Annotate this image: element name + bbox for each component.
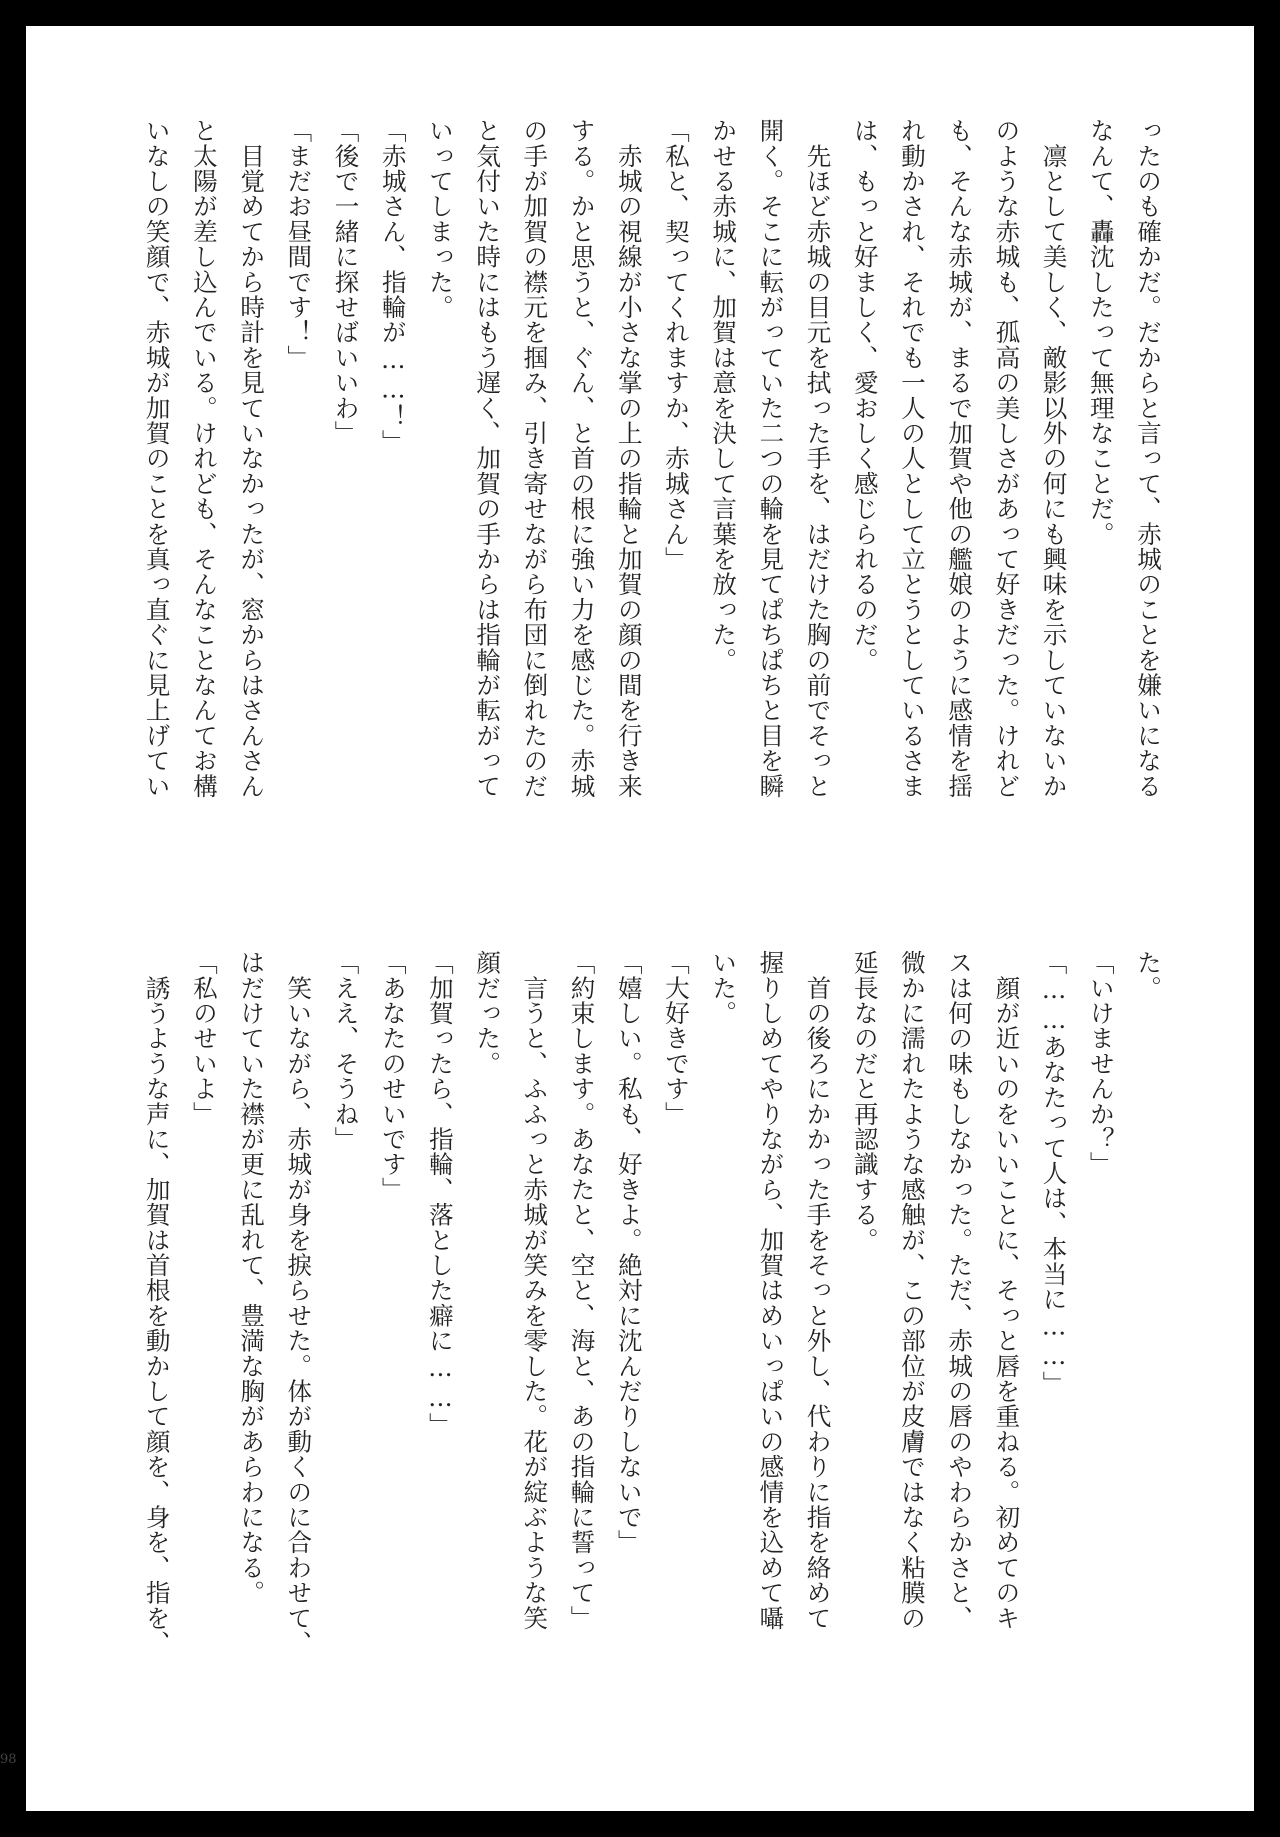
text-line: と太陽が差し込んでいる。けれども、そんなことなんてお構 [189,118,219,799]
text-line: は、もっと好ましく、愛おしく感じられるのだ。 [850,118,880,673]
text-line: 「後で一緒に探せばいいわ」 [331,118,361,446]
text-line: 誘うような声に、加賀は首根を動かして顔を、身を、指を、 [142,950,172,1656]
text-line: 「ええ、そうね」 [331,950,361,1152]
text-line: 開く。そこに転がっていた二つの輪を見てぱちぱちと目を瞬 [756,118,786,799]
text-line: 「あなたのせいです」 [378,950,408,1202]
text-line: 笑いながら、赤城が身を捩らせた。体が動くのに合わせて、 [284,950,314,1656]
text-line: 「私のせいよ」 [189,950,219,1127]
text-line: いってしまった。 [425,118,455,320]
text-line: れ動かされ、それでも一人の人として立とうとしているさま [897,118,927,799]
text-line: も、そんな赤城が、まるで加賀や他の艦娘のように感情を揺 [945,118,975,799]
text-line: 延長なのだと再認識する。 [850,950,880,1253]
text-line: 「約束します。あなたと、空と、海と、あの指輪に誓って」 [567,950,597,1631]
text-line: 「まだお昼間です！」 [284,118,314,370]
page-number: 98 [0,1752,17,1767]
text-line: 赤城の視線が小さな掌の上の指輪と加賀の顔の間を行き来 [614,118,644,799]
text-line: 微かに濡れたような感触が、この部位が皮膚ではなく粘膜の [897,950,927,1631]
text-line: 「嬉しい。私も、好きよ。絶対に沈んだりしないで」 [614,950,644,1555]
text-line: スは何の味もしなかった。ただ、赤城の唇のやわらかさと、 [945,950,975,1631]
text-line: と気付いた時にはもう遅く、加賀の手からは指輪が転がって [473,118,503,799]
text-line: 顔が近いのをいいことに、そっと唇を重ねる。初めてのキ [992,950,1022,1631]
text-line: た。 [1134,950,1163,1001]
text-line: 先ほど赤城の目元を拭った手を、はだけた胸の前でそっと [803,118,833,799]
text-line: はだけていた襟が更に乱れて、豊満な胸があらわになる。 [237,950,267,1606]
text-line: かせる赤城に、加賀は意を決して言葉を放った。 [709,118,739,673]
text-line: いなしの笑顔で、赤城が加賀のことを真っ直ぐに見上げてい [142,118,172,799]
text-line: 「大好きです」 [661,950,691,1127]
text-line: 「いけませんか？」 [1086,950,1116,1177]
text-line: なんて、轟沈したって無理なことだ。 [1086,118,1116,547]
text-line: いた。 [709,950,739,1026]
lower-text-block [134,950,1172,1818]
text-line: 「赤城さん、指輪が……！」 [378,118,408,455]
text-line: 「私と、契ってくれますか、赤城さん」 [661,118,691,572]
book-page [26,26,1254,1811]
text-line: の手が加賀の襟元を掴み、引き寄せながら布団に倒れたのだ [520,118,550,799]
text-line: 首の後ろにかかった手をそっと外し、代わりに指を絡めて [803,950,833,1631]
text-line: 「……あなたって人は、本当に……」 [1039,950,1069,1396]
text-line: 目覚めてから時計を見ていなかったが、窓からはさんさん [237,118,267,799]
text-line: ったのも確かだ。だからと言って、赤城のことを嫌いになる [1134,118,1163,799]
text-line: 握りしめてやりながら、加賀はめいっぱいの感情を込めて囁 [756,950,786,1631]
text-line: 言うと、ふふっと赤城が笑みを零した。花が綻ぶような笑 [520,950,550,1631]
text-line: 凛として美しく、敵影以外の何にも興味を示していないか [1039,118,1069,799]
text-line: 「加賀ったら、指輪、落とした癖に……」 [425,950,455,1438]
text-line: する。かと思うと、ぐん、と首の根に強い力を感じた。赤城 [567,118,597,799]
text-line: 顔だった。 [473,950,503,1076]
text-line: のような赤城も、孤高の美しさがあって好きだった。けれど [992,118,1022,799]
